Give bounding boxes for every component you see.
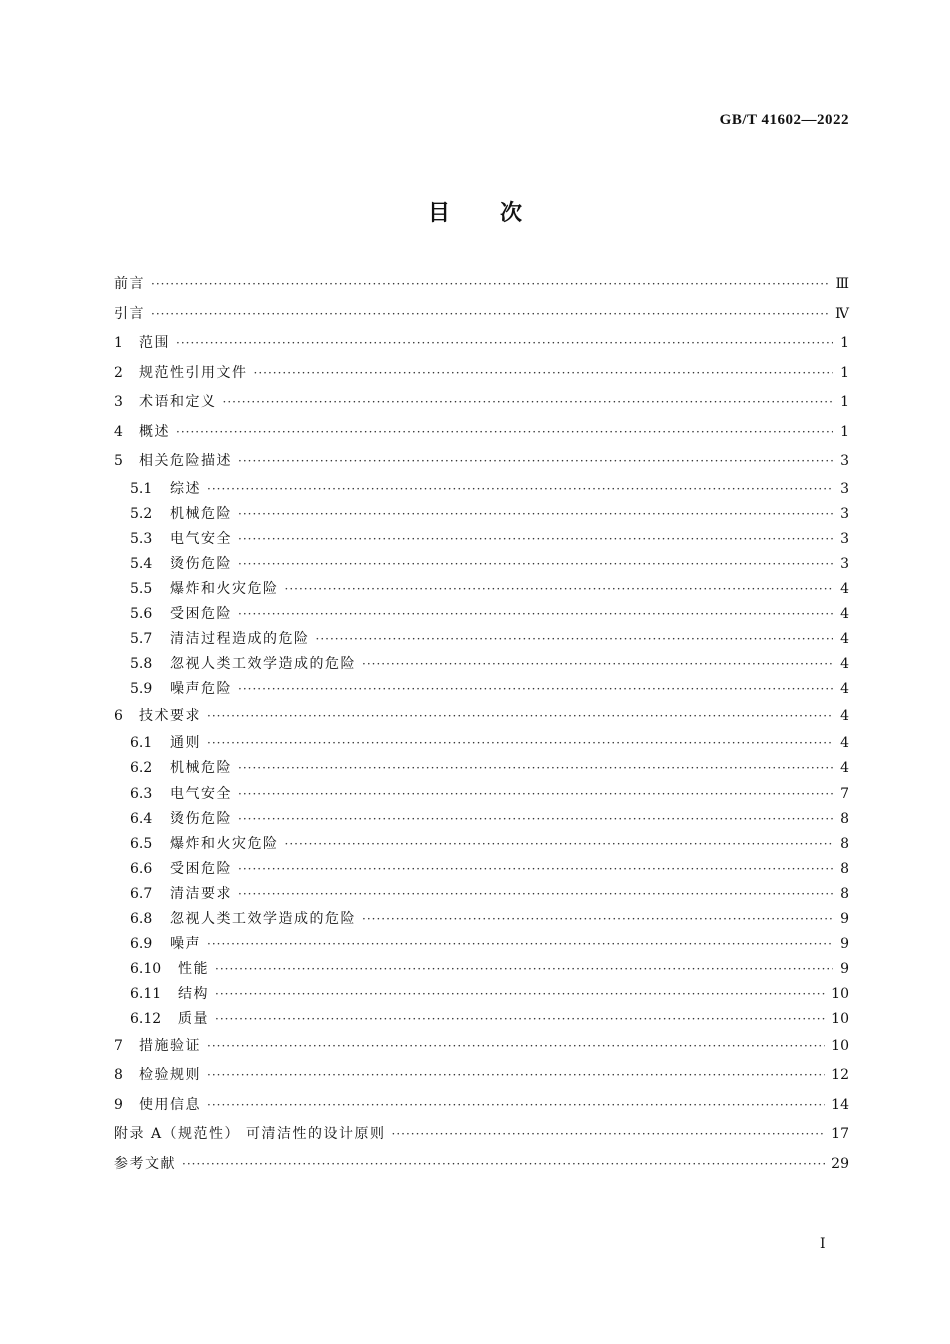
toc-entry-number: 6.11 — [130, 986, 162, 1003]
toc-entry-number: 5.1 — [130, 480, 153, 497]
toc-entry-label: 附录 A（规范性） 可清洁性的设计原则 — [114, 1126, 386, 1143]
toc-entry-label: 机械危险 — [170, 760, 232, 777]
toc-entry[interactable] — [114, 782, 849, 807]
toc-entry-page: 12 — [831, 1067, 849, 1084]
toc-entry-page: Ⅲ — [835, 276, 849, 292]
toc-entry[interactable] — [114, 882, 849, 907]
toc-entry-number: 5.9 — [130, 681, 153, 698]
toc-entry-page: 9 — [840, 961, 849, 978]
toc-entry-page: 10 — [831, 1011, 849, 1028]
toc-entry-number: 4 — [114, 423, 123, 440]
toc-entry-number: 6.8 — [130, 911, 153, 927]
toc-entry[interactable] — [114, 300, 849, 330]
toc-entry-number: 5.7 — [130, 631, 153, 648]
toc-entry[interactable] — [114, 932, 849, 957]
standard-code: GB/T 41602—2022 — [719, 112, 849, 128]
toc-entry-number: 6.7 — [130, 885, 153, 902]
toc-leader-dots — [238, 552, 833, 577]
toc-entry[interactable] — [114, 1150, 849, 1180]
toc-entry[interactable] — [114, 388, 849, 418]
toc-leader-dots — [215, 1007, 825, 1032]
toc-entry-page: 4 — [840, 735, 849, 752]
toc-entry-page: 4 — [840, 708, 849, 725]
toc-entry-label: 引言 — [114, 305, 145, 322]
toc-leader-dots — [207, 1091, 825, 1121]
toc-entry-label: 受困危险 — [170, 605, 232, 622]
toc-entry[interactable] — [114, 329, 849, 359]
toc-entry-label: 清洁要求 — [170, 885, 232, 902]
toc-leader-dots — [238, 677, 833, 702]
toc-entry-number: 5.3 — [130, 530, 153, 547]
toc-entry-page: 3 — [840, 555, 849, 572]
toc-entry-page: Ⅳ — [835, 305, 849, 322]
toc-entry-number: 6.9 — [130, 936, 153, 953]
toc-entry[interactable] — [114, 907, 849, 932]
toc-entry[interactable] — [114, 1120, 849, 1150]
toc-leader-dots — [392, 1120, 826, 1150]
toc-leader-dots — [285, 577, 834, 602]
toc-entry-page: 1 — [840, 423, 849, 440]
toc-entry-label: 参考文献 — [114, 1155, 176, 1172]
toc-entry-page: 9 — [840, 911, 849, 927]
toc-entry-number: 5 — [114, 453, 123, 469]
toc-entry[interactable] — [114, 1032, 849, 1061]
toc-entry-label: 电气安全 — [170, 530, 232, 547]
toc-entry-page: 8 — [840, 810, 849, 827]
toc-entry-label: 忽视人类工效学造成的危险 — [170, 656, 356, 673]
toc-entry-page: 4 — [840, 580, 849, 597]
toc-leader-dots — [238, 756, 833, 781]
toc-entry[interactable] — [114, 857, 849, 882]
toc-entry-page: 4 — [840, 681, 849, 698]
toc-entry[interactable] — [114, 1007, 849, 1032]
toc-leader-dots — [207, 702, 833, 731]
toc-leader-dots — [207, 932, 833, 957]
toc-entry-label: 质量 — [178, 1011, 209, 1028]
toc-entry-number: 6.5 — [130, 835, 153, 852]
toc-entry-label: 清洁过程造成的危险 — [170, 631, 310, 648]
toc-entry-page: 10 — [831, 1038, 849, 1055]
toc-entry-page: 3 — [840, 453, 849, 469]
toc-entry-label: 烫伤危险 — [170, 810, 232, 827]
toc-entry-label: 术语和定义 — [139, 394, 217, 410]
toc-leader-dots — [215, 957, 833, 982]
toc-entry-number: 7 — [114, 1038, 123, 1055]
toc-entry[interactable] — [114, 627, 849, 652]
toc-leader-dots — [238, 882, 833, 907]
toc-entry-label: 前言 — [114, 276, 145, 292]
footer-page-number: Ⅰ — [820, 1236, 826, 1252]
toc-entry-page: 1 — [840, 335, 849, 351]
toc-leader-dots — [362, 907, 833, 932]
toc-entry-label: 措施验证 — [139, 1038, 201, 1055]
toc-entry-label: 结构 — [178, 986, 209, 1003]
toc-entry-number: 2 — [114, 364, 123, 381]
toc-entry-number: 6 — [114, 708, 123, 725]
toc-entry-label: 范围 — [139, 335, 170, 351]
toc-entry-number: 5.6 — [130, 605, 153, 622]
toc-entry[interactable] — [114, 447, 849, 477]
toc-entry[interactable] — [114, 982, 849, 1007]
toc-entry[interactable] — [114, 756, 849, 781]
toc-entry-label: 检验规则 — [139, 1067, 201, 1084]
toc-leader-dots — [254, 359, 834, 389]
toc-entry-page: 4 — [840, 656, 849, 673]
toc-leader-dots — [362, 652, 833, 677]
table-of-contents — [114, 270, 849, 1179]
toc-entry-label: 相关危险描述 — [139, 453, 232, 469]
toc-entry-number: 5.8 — [130, 656, 153, 673]
toc-entry-page: 4 — [840, 760, 849, 777]
toc-leader-dots — [238, 857, 833, 882]
toc-entry[interactable] — [114, 702, 849, 731]
toc-entry-page: 8 — [840, 860, 849, 877]
toc-leader-dots — [238, 782, 833, 807]
toc-entry-page: 3 — [840, 505, 849, 522]
toc-entry[interactable] — [114, 832, 849, 857]
toc-entry-label: 使用信息 — [139, 1096, 201, 1113]
toc-entry-number: 8 — [114, 1067, 123, 1084]
toc-entry[interactable] — [114, 270, 849, 300]
toc-entry-page: 1 — [840, 394, 849, 410]
page-title: 目次 — [427, 200, 572, 226]
toc-leader-dots — [238, 807, 833, 832]
toc-entry-number: 6.10 — [130, 961, 162, 978]
toc-entry-number: 6.6 — [130, 860, 153, 877]
toc-entry-label: 爆炸和火灾危险 — [170, 835, 279, 852]
toc-entry[interactable] — [114, 957, 849, 982]
toc-entry-page: 4 — [840, 631, 849, 648]
toc-entry[interactable] — [114, 652, 849, 677]
toc-entry-page: 10 — [831, 986, 849, 1003]
toc-leader-dots — [285, 832, 834, 857]
toc-entry[interactable] — [114, 477, 849, 502]
toc-entry-number: 6.2 — [130, 760, 153, 777]
toc-entry-label: 爆炸和火灾危险 — [170, 580, 279, 597]
toc-entry-number: 3 — [114, 394, 123, 410]
toc-entry[interactable] — [114, 602, 849, 627]
toc-entry-label: 噪声危险 — [170, 681, 232, 698]
toc-leader-dots — [207, 477, 833, 502]
toc-entry-page: 4 — [840, 605, 849, 622]
toc-entry-label: 通则 — [170, 735, 201, 752]
toc-entry-label: 性能 — [178, 961, 209, 978]
toc-leader-dots — [207, 1032, 825, 1061]
toc-entry[interactable] — [114, 527, 849, 552]
toc-entry-page: 9 — [840, 936, 849, 953]
toc-leader-dots — [207, 1061, 825, 1091]
toc-entry-label: 机械危险 — [170, 505, 232, 522]
toc-entry-page: 7 — [840, 785, 849, 802]
toc-entry-page: 14 — [831, 1096, 849, 1113]
toc-entry-page: 3 — [840, 480, 849, 497]
toc-entry-label: 规范性引用文件 — [139, 364, 248, 381]
toc-entry-number: 6.12 — [130, 1011, 162, 1028]
toc-entry-label: 噪声 — [170, 936, 201, 953]
toc-entry-number: 6.1 — [130, 735, 153, 752]
toc-entry-number: 6.4 — [130, 810, 153, 827]
toc-leader-dots — [151, 270, 829, 300]
toc-entry-label: 电气安全 — [170, 785, 232, 802]
toc-leader-dots — [316, 627, 834, 652]
toc-leader-dots — [223, 388, 834, 418]
toc-entry-page: 3 — [840, 530, 849, 547]
toc-entry-number: 6.3 — [130, 785, 153, 802]
toc-leader-dots — [151, 300, 829, 330]
toc-entry[interactable] — [114, 552, 849, 577]
toc-entry-number: 5.4 — [130, 555, 153, 572]
toc-entry[interactable] — [114, 359, 849, 389]
toc-entry[interactable] — [114, 807, 849, 832]
toc-leader-dots — [207, 731, 833, 756]
toc-entry[interactable] — [114, 1061, 849, 1091]
toc-leader-dots — [182, 1150, 825, 1180]
toc-entry[interactable] — [114, 577, 849, 602]
toc-entry-number: 9 — [114, 1096, 123, 1113]
toc-entry-label: 烫伤危险 — [170, 555, 232, 572]
toc-entry[interactable] — [114, 1091, 849, 1121]
toc-entry[interactable] — [114, 677, 849, 702]
toc-leader-dots — [176, 329, 833, 359]
toc-leader-dots — [238, 447, 833, 477]
toc-entry-page: 8 — [840, 885, 849, 902]
toc-leader-dots — [215, 982, 825, 1007]
toc-entry[interactable] — [114, 418, 849, 448]
toc-entry-page: 8 — [840, 835, 849, 852]
toc-entry[interactable] — [114, 731, 849, 756]
toc-entry-label: 受困危险 — [170, 860, 232, 877]
toc-entry-page: 1 — [840, 364, 849, 381]
toc-entry-number: 5.5 — [130, 580, 153, 597]
toc-leader-dots — [238, 602, 833, 627]
toc-leader-dots — [238, 527, 833, 552]
toc-entry-label: 综述 — [170, 480, 201, 497]
toc-entry-label: 忽视人类工效学造成的危险 — [170, 911, 356, 927]
toc-entry-number: 1 — [114, 335, 123, 351]
toc-entry-label: 技术要求 — [139, 708, 201, 725]
toc-entry-label: 概述 — [139, 423, 170, 440]
toc-leader-dots — [176, 418, 833, 448]
toc-entry-number: 5.2 — [130, 505, 153, 522]
toc-entry[interactable] — [114, 502, 849, 527]
toc-leader-dots — [238, 502, 833, 527]
toc-entry-page: 29 — [831, 1155, 849, 1172]
toc-entry-page: 17 — [831, 1126, 849, 1143]
